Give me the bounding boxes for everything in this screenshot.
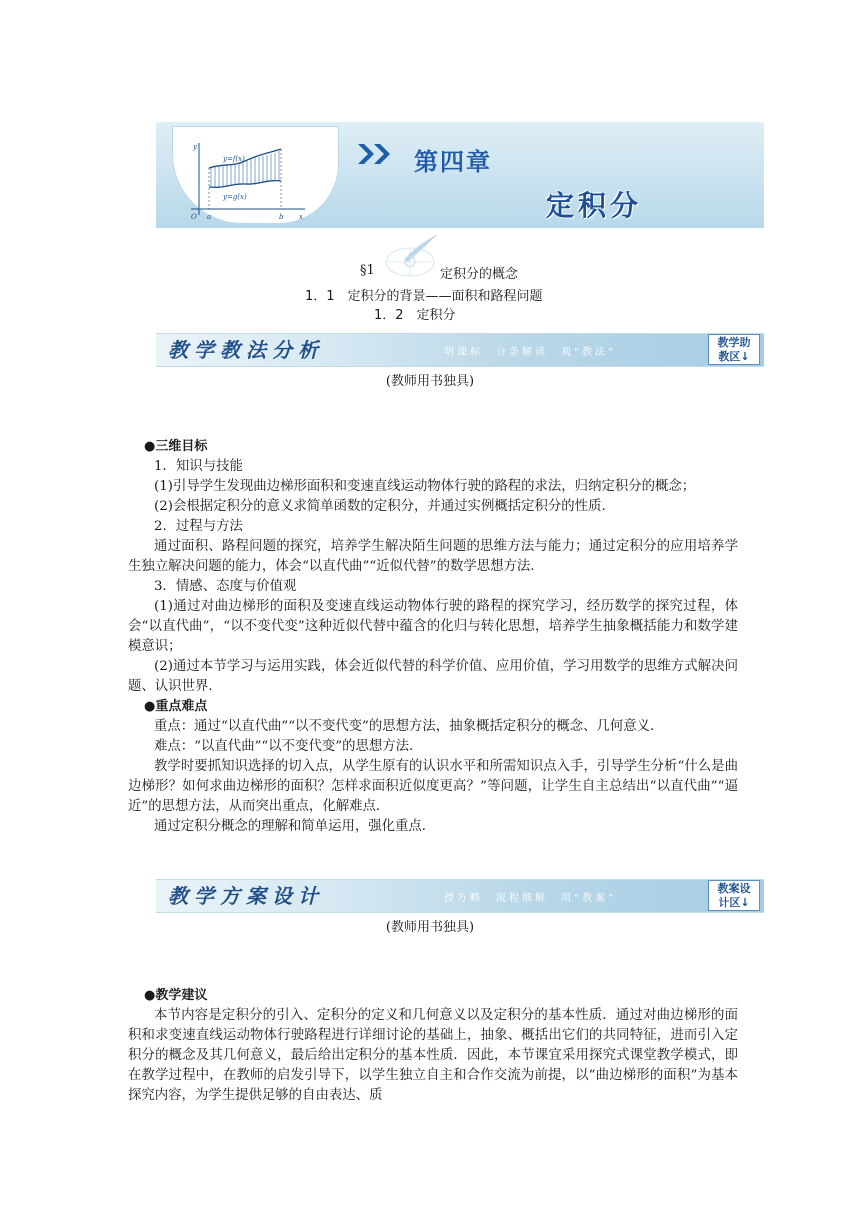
- knowledge-item-1: (1)引导学生发现曲边梯形面积和变速直线运动物体行驶的路程的求法，归纳定积分的概念；: [154, 479, 696, 494]
- key-difficulty: 难点：“以直代曲”“以不变代变”的思想方法．: [154, 739, 423, 754]
- knowledge-title: 1．知识与技能: [154, 459, 243, 474]
- graph-b-label: b: [279, 213, 284, 221]
- graph-x-label: x: [299, 213, 303, 221]
- section-title: 定积分的概念: [440, 267, 519, 282]
- area-between-curves-graph-icon: [172, 126, 339, 224]
- tag-line-1: 教学助: [717, 336, 751, 349]
- bar-motto: 授方略 流程细解 用“教案”: [444, 893, 617, 904]
- knowledge-item-2: (2)会根据定积分的意义求简单函数的定积分，并通过实例概括定积分的性质．: [154, 499, 615, 514]
- key-focus: 重点：通过“以直代曲”“以不变代变”的思想方法，抽象概括定积分的概念、几何意义．: [154, 719, 664, 734]
- teaching-aid-tag: [708, 334, 760, 365]
- advice-section: [128, 986, 738, 1106]
- key-strengthen: 通过定积分概念的理解和简单运用，强化重点．: [154, 819, 436, 834]
- section-number: §1: [360, 263, 375, 278]
- graph-a-label: a: [207, 213, 212, 221]
- bar-motto: 明课标 分条解读 观“教法”: [444, 347, 617, 358]
- key-method: 教学时要抓知识选择的切入点，从学生原有的认识水平和所需知识点入手，引导学生分析“什么是曲边梯形？如何求曲边梯形的面积？怎样求面积近似度更高？”等问题，让学生自主总结出“以直代曲”“逼近”的思想方法，从而突出重点，化解难点．: [128, 759, 738, 814]
- advice-text: 本节内容是定积分的引入、定积分的定义和几何意义以及定积分的基本性质．通过对曲边梯形的面积和求变速直线运动物体行驶路程进行详细讨论的基础上，抽象、概括出它们的共同特征，进而引入定积分的概念及其几何意义，最后给出定积分的基本性质．因此，本节课宜采用探究式课堂教学模式，即在教学过程中，在教师的启发引导下，以学生独立自主和合作交流为前提，以“曲边梯形的面积”为基本探究内容，为学生提供足够的自由表达、质: [128, 1008, 738, 1103]
- bar-title: 教学方案设计: [168, 884, 324, 908]
- double-chevron-icon: [356, 140, 396, 176]
- bar-title: 教学教法分析: [168, 338, 324, 362]
- tag-line-2: 教区↓: [718, 350, 750, 363]
- tag-line-2: 计区↓: [718, 896, 750, 909]
- subsection-title-2: 1．2 定积分: [374, 308, 456, 323]
- graph-g-label: y=g(x): [223, 193, 247, 201]
- teaching-analysis-bar: [156, 333, 764, 367]
- graph-origin-label: O: [191, 213, 197, 221]
- goals-section: [128, 437, 738, 837]
- process-item: 通过面积、路程问题的探究，培养学生解决陌生问题的思维方法与能力；通过定积分的应用培养学生独立解决问题的能力，体会“以直代曲”“近似代替”的数学思想方法．: [128, 539, 738, 574]
- plan-design-bar: [156, 879, 764, 913]
- teacher-only-note: (教师用书独具): [385, 920, 475, 935]
- emotion-title: 3．情感、态度与价值观: [154, 579, 297, 594]
- compass-ornament-icon: [374, 230, 440, 280]
- teacher-only-note: (教师用书独具): [385, 374, 475, 389]
- graph-y-label: y: [193, 143, 197, 151]
- emotion-item-2: (2)通过本节学习与运用实践，体会近似代替的科学价值、应用价值，学习用数学的思维方式解决问题、认识世界．: [128, 659, 738, 694]
- chapter-title: 定积分: [546, 189, 643, 222]
- tag-line-1: 教案设: [717, 882, 751, 895]
- emotion-item-1: (1)通过对曲边梯形的面积及变速直线运动物体行驶的路程的探究学习，经历数学的探究过程，体会“以直代曲”，“以不变代变”这种近似代替中蕴含的化归与转化思想，培养学生抽象概括能力和数学建模意识；: [128, 599, 738, 654]
- goals-heading: ●三维目标: [144, 439, 208, 454]
- key-heading: ●重点难点: [144, 699, 208, 714]
- chapter-banner: [156, 122, 764, 228]
- graph-f-label: y=f(x): [223, 155, 245, 163]
- process-title: 2．过程与方法: [154, 519, 243, 534]
- chapter-number: 第四章: [414, 148, 492, 176]
- plan-design-tag: [708, 880, 760, 911]
- subsection-title-1: 1．1 定积分的背景——面积和路程问题: [305, 289, 543, 304]
- advice-heading: ●教学建议: [144, 988, 208, 1003]
